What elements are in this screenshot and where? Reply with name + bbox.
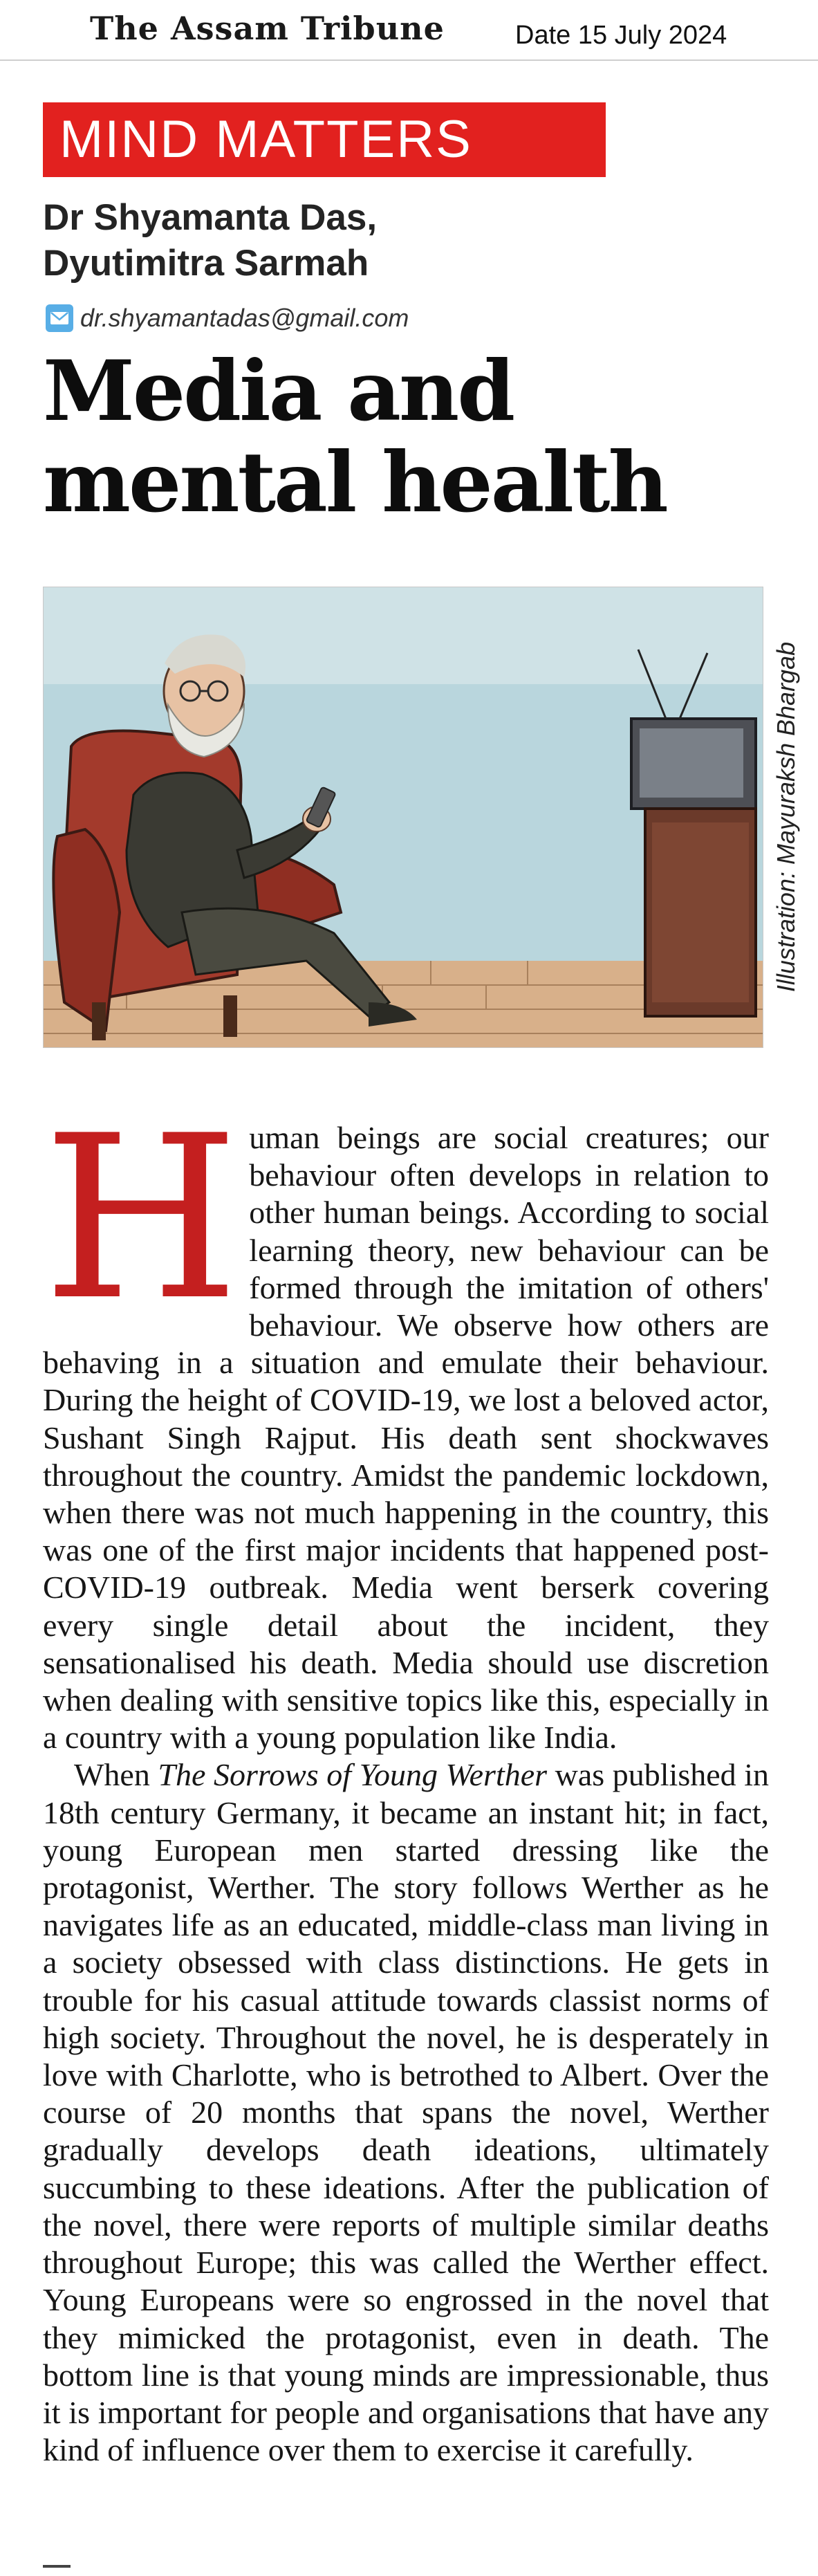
article-illustration bbox=[43, 587, 763, 1048]
author-email[interactable]: dr.shyamantadas@gmail.com bbox=[80, 304, 409, 332]
headline-line-2: mental health bbox=[43, 434, 667, 531]
author-byline bbox=[43, 195, 377, 286]
publication-date: Date 15 July 2024 bbox=[515, 21, 727, 50]
illustration-credit: Illustration: Mayuraksh Bhargab bbox=[772, 641, 800, 992]
article-body bbox=[43, 1087, 769, 2469]
column-banner: MIND MATTERS bbox=[43, 102, 606, 177]
mail-icon bbox=[46, 304, 73, 332]
article-headline bbox=[43, 342, 769, 531]
author-email-row bbox=[46, 300, 409, 336]
author-name-1: Dr Shyamanta Das, bbox=[43, 197, 378, 238]
paragraph-2 bbox=[43, 1756, 769, 2469]
book-title: The Sorrows of Young Werther bbox=[158, 1757, 548, 1793]
article-end-rule bbox=[43, 2565, 71, 2568]
illustration-man-watching-tv bbox=[44, 587, 763, 1047]
paragraph-1 bbox=[43, 1087, 769, 1756]
illustration-credit-column bbox=[765, 587, 808, 1047]
headline-line-1: Media and bbox=[43, 342, 514, 440]
paragraph-1-text: uman beings are social creatures; our behaviour often develops in relation to other human beings. According to social learning theory, new behaviour can be formed through the imitation of others' behaviour. We observe how others are behaving in a situation and emulate their behaviour. During the height of COVID-19, we lost a beloved actor, Sushant Singh Rajput. His death sent shockwaves throughout the country. Amidst the pandemic lockdown, when there was not much happening in the country, this was one of the first major incidents that happened post-COVID-19 outbreak. Media went berserk covering every single detail about the incident, they sensationalised his death. Media should use discretion when dealing with sensitive topics like this, especially in a country with a young population like India. bbox=[43, 1120, 769, 1756]
masthead bbox=[0, 0, 818, 61]
drop-cap: H bbox=[43, 1087, 240, 1350]
paragraph-2-lead: When bbox=[74, 1757, 158, 1793]
paragraph-2-text: was published in 18th century Germany, it became an instant hit; in fact, young European men started dressing like the protagonist, Werther. The story follows Werther as he navigates life as an educated, middle-class man living in a society obsessed with class distinctions. He gets in trouble for his casual attitude towards classist norms of high society. Throughout the novel, he is desperately in love with Charlotte, who is betrothed to Albert. Over the course of 20 months that spans the novel, Werther gradually develops death ideations, ultimately succumbing to these ideations. After the publication of the novel, there were reports of multiple similar deaths throughout Europe; this was called the Werther effect. Young Europeans were so engrossed in the novel that they mimicked the protagonist, even in death. The bottom line is that young minds are impressionable, thus it is important for people and organisations that have any kind of influence over them to exercise it carefully. bbox=[43, 1757, 769, 2468]
newspaper-name: The Assam Tribune bbox=[90, 10, 445, 47]
author-name-2: Dyutimitra Sarmah bbox=[43, 243, 369, 284]
